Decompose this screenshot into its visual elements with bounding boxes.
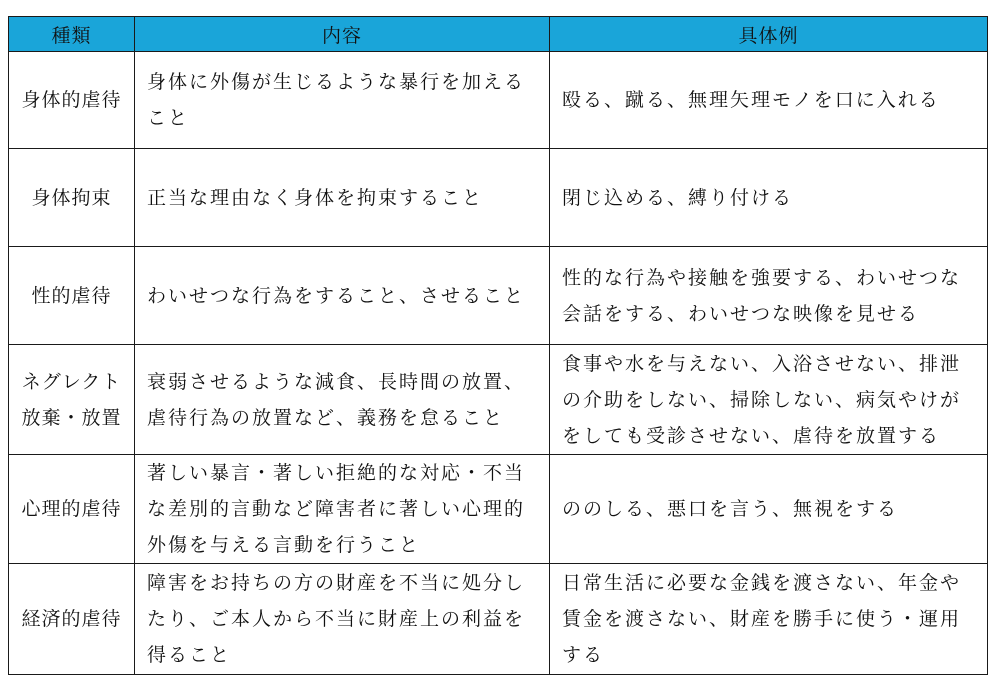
example-cell: 日常生活に必要な金銭を渡さない、年金や賃金を渡さない、財産を勝手に使う・運用する (550, 564, 988, 675)
content-cell: 身体に外傷が生じるような暴行を加えること (135, 52, 550, 149)
type-cell (9, 345, 135, 455)
table-row (9, 52, 988, 149)
example-cell: ののしる、悪口を言う、無視をする (550, 455, 988, 564)
example-cell: 食事や水を与えない、入浴させない、排泄の介助をしない、掃除しない、病気やけがをしても受診させない、虐待を放置する (550, 345, 988, 455)
example-cell: 殴る、蹴る、無理矢理モノを口に入れる (550, 52, 988, 149)
header-example: 具体例 (550, 17, 988, 52)
type-cell: 身体拘束 (9, 149, 135, 247)
table-row (9, 345, 988, 455)
example-cell: 閉じ込める、縛り付ける (550, 149, 988, 247)
type-cell: 経済的虐待 (9, 564, 135, 675)
header-row (9, 17, 988, 52)
type-line-1: ネグレクト (21, 370, 122, 393)
example-cell: 性的な行為や接触を強要する、わいせつな会話をする、わいせつな映像を見せる (550, 247, 988, 345)
header-type: 種類 (9, 17, 135, 52)
table-row (9, 149, 988, 247)
content-cell: 著しい暴言・著しい拒絶的な対応・不当な差別的言動など障害者に著しい心理的外傷を与える言動を行うこと (135, 455, 550, 564)
type-cell: 身体的虐待 (9, 52, 135, 149)
type-line-2: 放棄・放置 (21, 406, 122, 429)
table-row (9, 455, 988, 564)
content-cell: 障害をお持ちの方の財産を不当に処分したり、ご本人から不当に財産上の利益を得ること (135, 564, 550, 675)
abuse-types-table (8, 16, 988, 675)
content-cell: わいせつな行為をすること、させること (135, 247, 550, 345)
content-cell: 正当な理由なく身体を拘束すること (135, 149, 550, 247)
table-row (9, 564, 988, 675)
content-cell: 衰弱させるような減食、長時間の放置、虐待行為の放置など、義務を怠ること (135, 345, 550, 455)
type-cell: 性的虐待 (9, 247, 135, 345)
table-row (9, 247, 988, 345)
header-content: 内容 (135, 17, 550, 52)
type-cell: 心理的虐待 (9, 455, 135, 564)
